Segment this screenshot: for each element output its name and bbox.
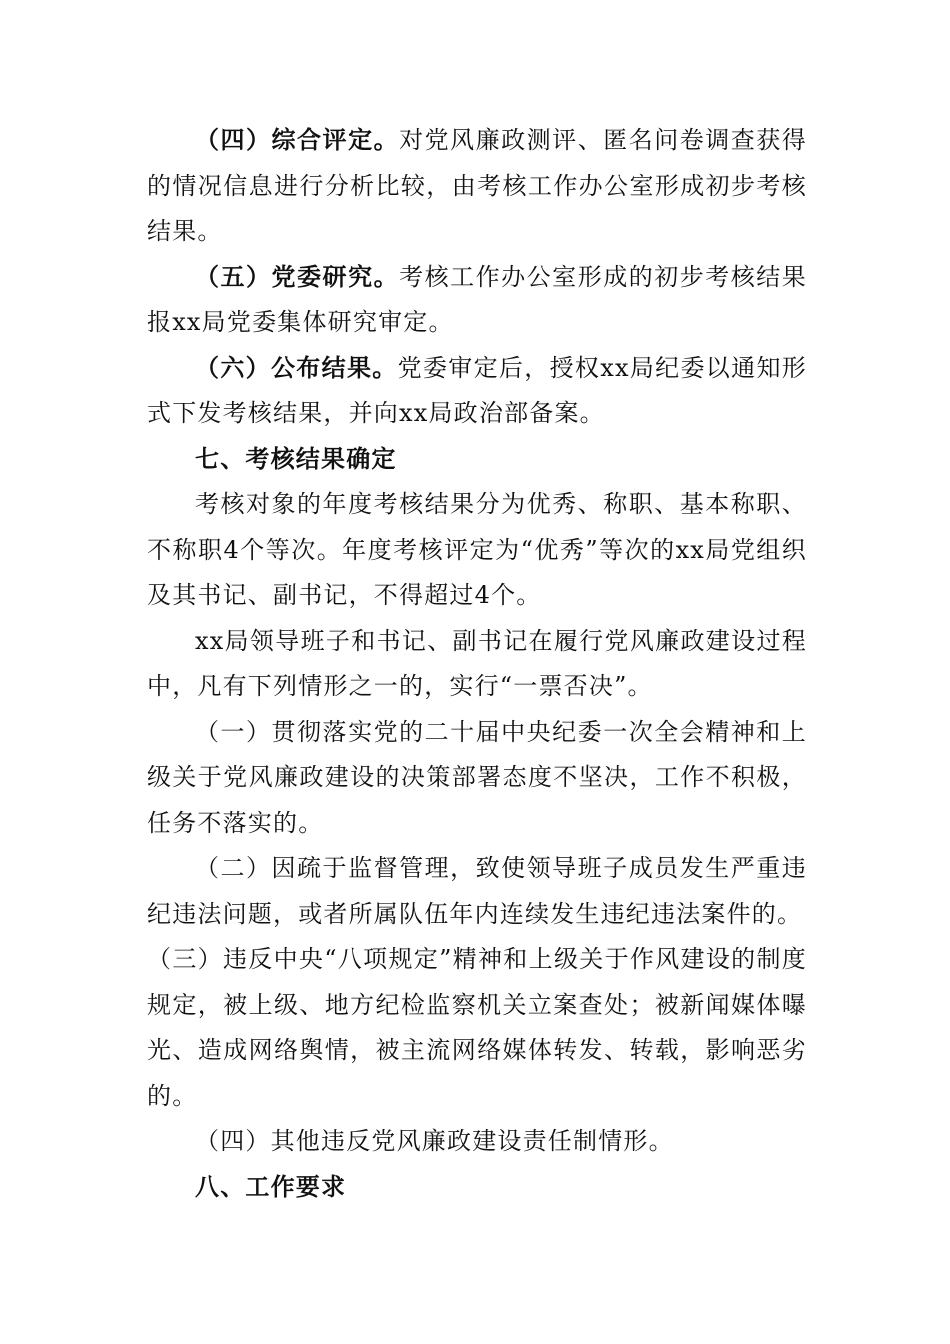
paragraph-result-levels: 考核对象的年度考核结果分为优秀、称职、基本称职、不称职4个等次。年度考核评定为“优秀”等次的xx局党组织及其书记、副书记，不得超过4个。 xyxy=(147,490,807,609)
section-heading-8: 八、工作要求 xyxy=(195,1172,347,1201)
paragraph-lead: （五）党委研究。 xyxy=(195,262,400,291)
paragraph-comprehensive-evaluation xyxy=(147,118,807,255)
paragraph-party-committee-review xyxy=(147,255,807,346)
veto-item-4: （四）其他违反党风廉政建设责任制情形。 xyxy=(195,1127,674,1155)
paragraph-text: 考核工作办公室形成的初步考核结果报xx局党委集体研究审定。 xyxy=(147,262,807,336)
section-heading-7: 七、考核结果确定 xyxy=(195,444,397,473)
veto-item-3: （三）违反中央“八项规定”精神和上级关于作风建设的制度规定，被上级、地方纪检监察机关立案查处；被新闻媒体曝光、造成网络舆情，被主流网络媒体转发、转载，影响恶劣的。 xyxy=(147,945,807,1110)
paragraph-one-vote-veto: xx局领导班子和书记、副书记在履行党风廉政建设过程中，凡有下列情形之一的，实行“一票否决”。 xyxy=(147,626,807,700)
paragraph-lead: （六）公布结果。 xyxy=(195,353,398,382)
paragraph-text: 党委审定后，授权xx局纪委以通知形式下发考核结果，并向xx局政治部备案。 xyxy=(147,353,807,427)
veto-item-2: （二）因疏于监督管理，致使领导班子成员发生严重违纪违法问题，或者所属队伍年内连续发生违纪违法案件的。 xyxy=(147,854,807,928)
veto-item-1: （一）贯彻落实党的二十届中央纪委一次全会精神和上级关于党风廉政建设的决策部署态度不坚决，工作不积极，任务不落实的。 xyxy=(147,717,807,837)
paragraph-text: 对党风廉政测评、匿名问卷调查获得的情况信息进行分析比较，由考核工作办公室形成初步考核结果。 xyxy=(147,126,807,245)
document-page xyxy=(147,118,807,1210)
paragraph-lead: （四）综合评定。 xyxy=(195,126,400,154)
paragraph-publish-results xyxy=(147,346,807,437)
